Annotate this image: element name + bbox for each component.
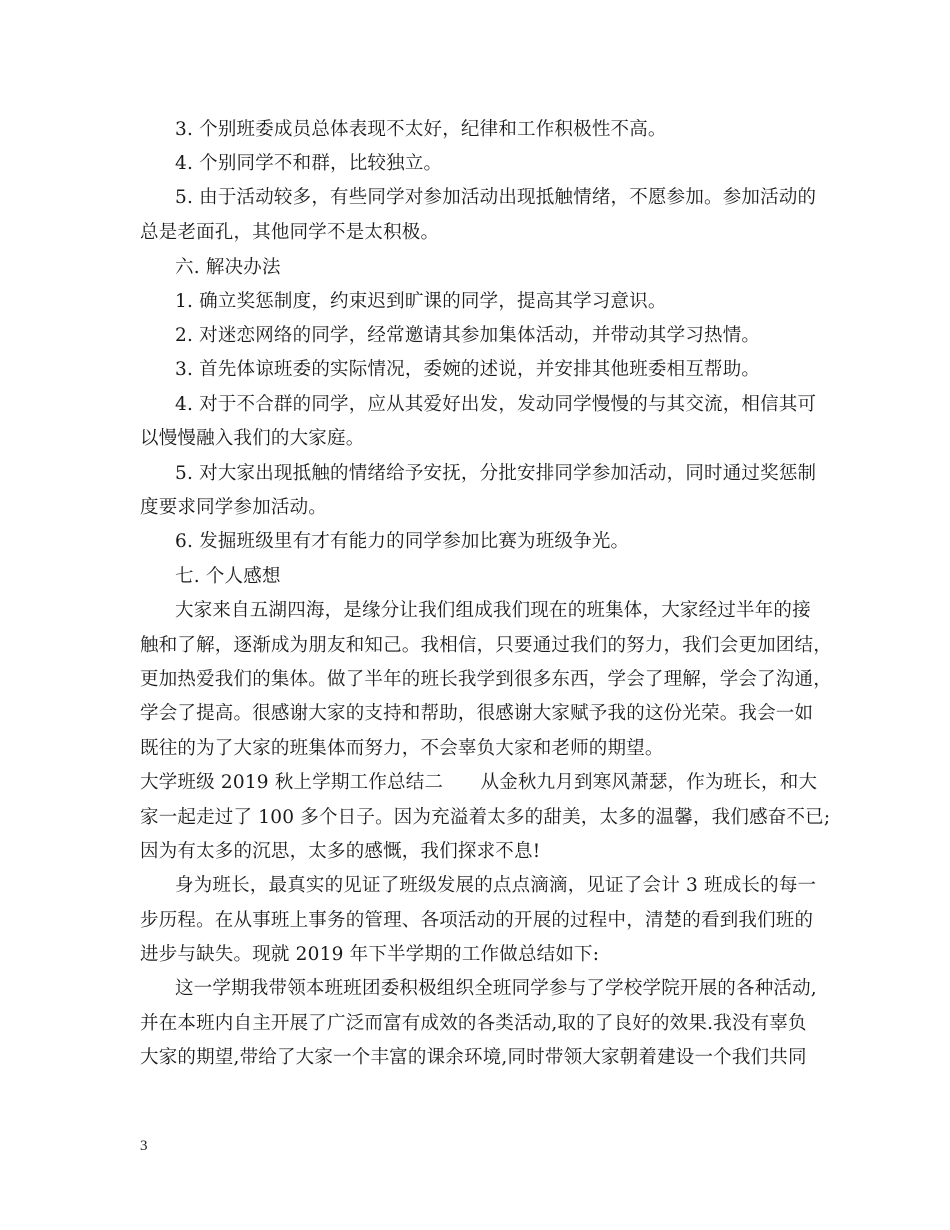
text-line: 触和了解，逐渐成为朋友和知己。我相信，只要通过我们的努力，我们会更加团结，: [140, 635, 832, 656]
text-line: 学会了提高。很感谢大家的支持和帮助，很感谢大家赋予我的这份光荣。我会一如: [140, 703, 814, 724]
text-line: 大家来自五湖四海，是缘分让我们组成我们现在的班集体，大家经过半年的接: [175, 600, 811, 621]
text-line: 度要求同学参加活动。: [140, 497, 328, 518]
text-line: 5. 由于活动较多，有些同学对参加活动出现抵触情绪，不愿参加。参加活动的: [175, 187, 817, 208]
text-line: 这一学期我带领本班班团委积极组织全班同学参与了学校学院开展的各种活动,: [175, 978, 817, 999]
text-line: 2. 对迷恋网络的同学，经常邀请其参加集体活动，并带动其学习热情。: [175, 325, 761, 346]
text-line: 大学班级 2019 秋上学期工作总结二 从金秋九月到寒风萧瑟，作为班长，和大: [140, 772, 818, 793]
text-line: 既往的为了大家的班集体而努力，不会辜负大家和老师的期望。: [140, 738, 664, 759]
text-line: 6. 发掘班级里有才有能力的同学参加比赛为班级争光。: [175, 531, 630, 552]
text-line: 以慢慢融入我们的大家庭。: [140, 428, 365, 449]
text-line: 3. 首先体谅班委的实际情况，委婉的述说，并安排其他班委相互帮助。: [175, 359, 761, 380]
text-line: 4. 对于不合群的同学，应从其爱好出发，发动同学慢慢的与其交流，相信其可: [175, 394, 817, 415]
text-line: 4. 个别同学不和群，比较独立。: [175, 153, 443, 174]
text-line: 大家的期望,带给了大家一个丰富的课余环境,同时带领大家朝着建设一个我们共同: [140, 1047, 807, 1068]
text-line: 更加热爱我们的集体。做了半年的班长我学到很多东西，学会了理解，学会了沟通，: [140, 669, 832, 690]
section-heading: 七. 个人感想: [175, 566, 281, 587]
text-line: 并在本班内自主开展了广泛而富有成效的各类活动,取的了良好的效果.我没有辜负: [140, 1013, 807, 1034]
text-line: 身为班长，最真实的见证了班级发展的点点滴滴，见证了会计 3 班成长的每一: [175, 875, 817, 896]
text-line: 总是老面孔，其他同学不是太积极。: [140, 222, 440, 243]
page-number: 3: [140, 1138, 148, 1154]
text-line: 步历程。在从事班上事务的管理、各项活动的开展的过程中，清楚的看到我们班的: [140, 910, 814, 931]
text-line: 家一起走过了 100 多个日子。因为充溢着太多的甜美，太多的温馨，我们感奋不已;: [140, 807, 831, 828]
text-line: 因为有太多的沉思，太多的感慨，我们探求不息!: [140, 841, 541, 862]
text-line: 5. 对大家出现抵触的情绪给予安抚，分批安排同学参加活动，同时通过奖惩制: [175, 463, 817, 484]
text-line: 1. 确立奖惩制度，约束迟到旷课的同学，提高其学习意识。: [175, 291, 667, 312]
section-heading: 六. 解决办法: [175, 257, 281, 278]
text-line: 3. 个别班委成员总体表现不太好，纪律和工作积极性不高。: [175, 119, 667, 140]
text-line: 进步与缺失。现就 2019 年下半学期的工作做总结如下:: [140, 944, 600, 965]
